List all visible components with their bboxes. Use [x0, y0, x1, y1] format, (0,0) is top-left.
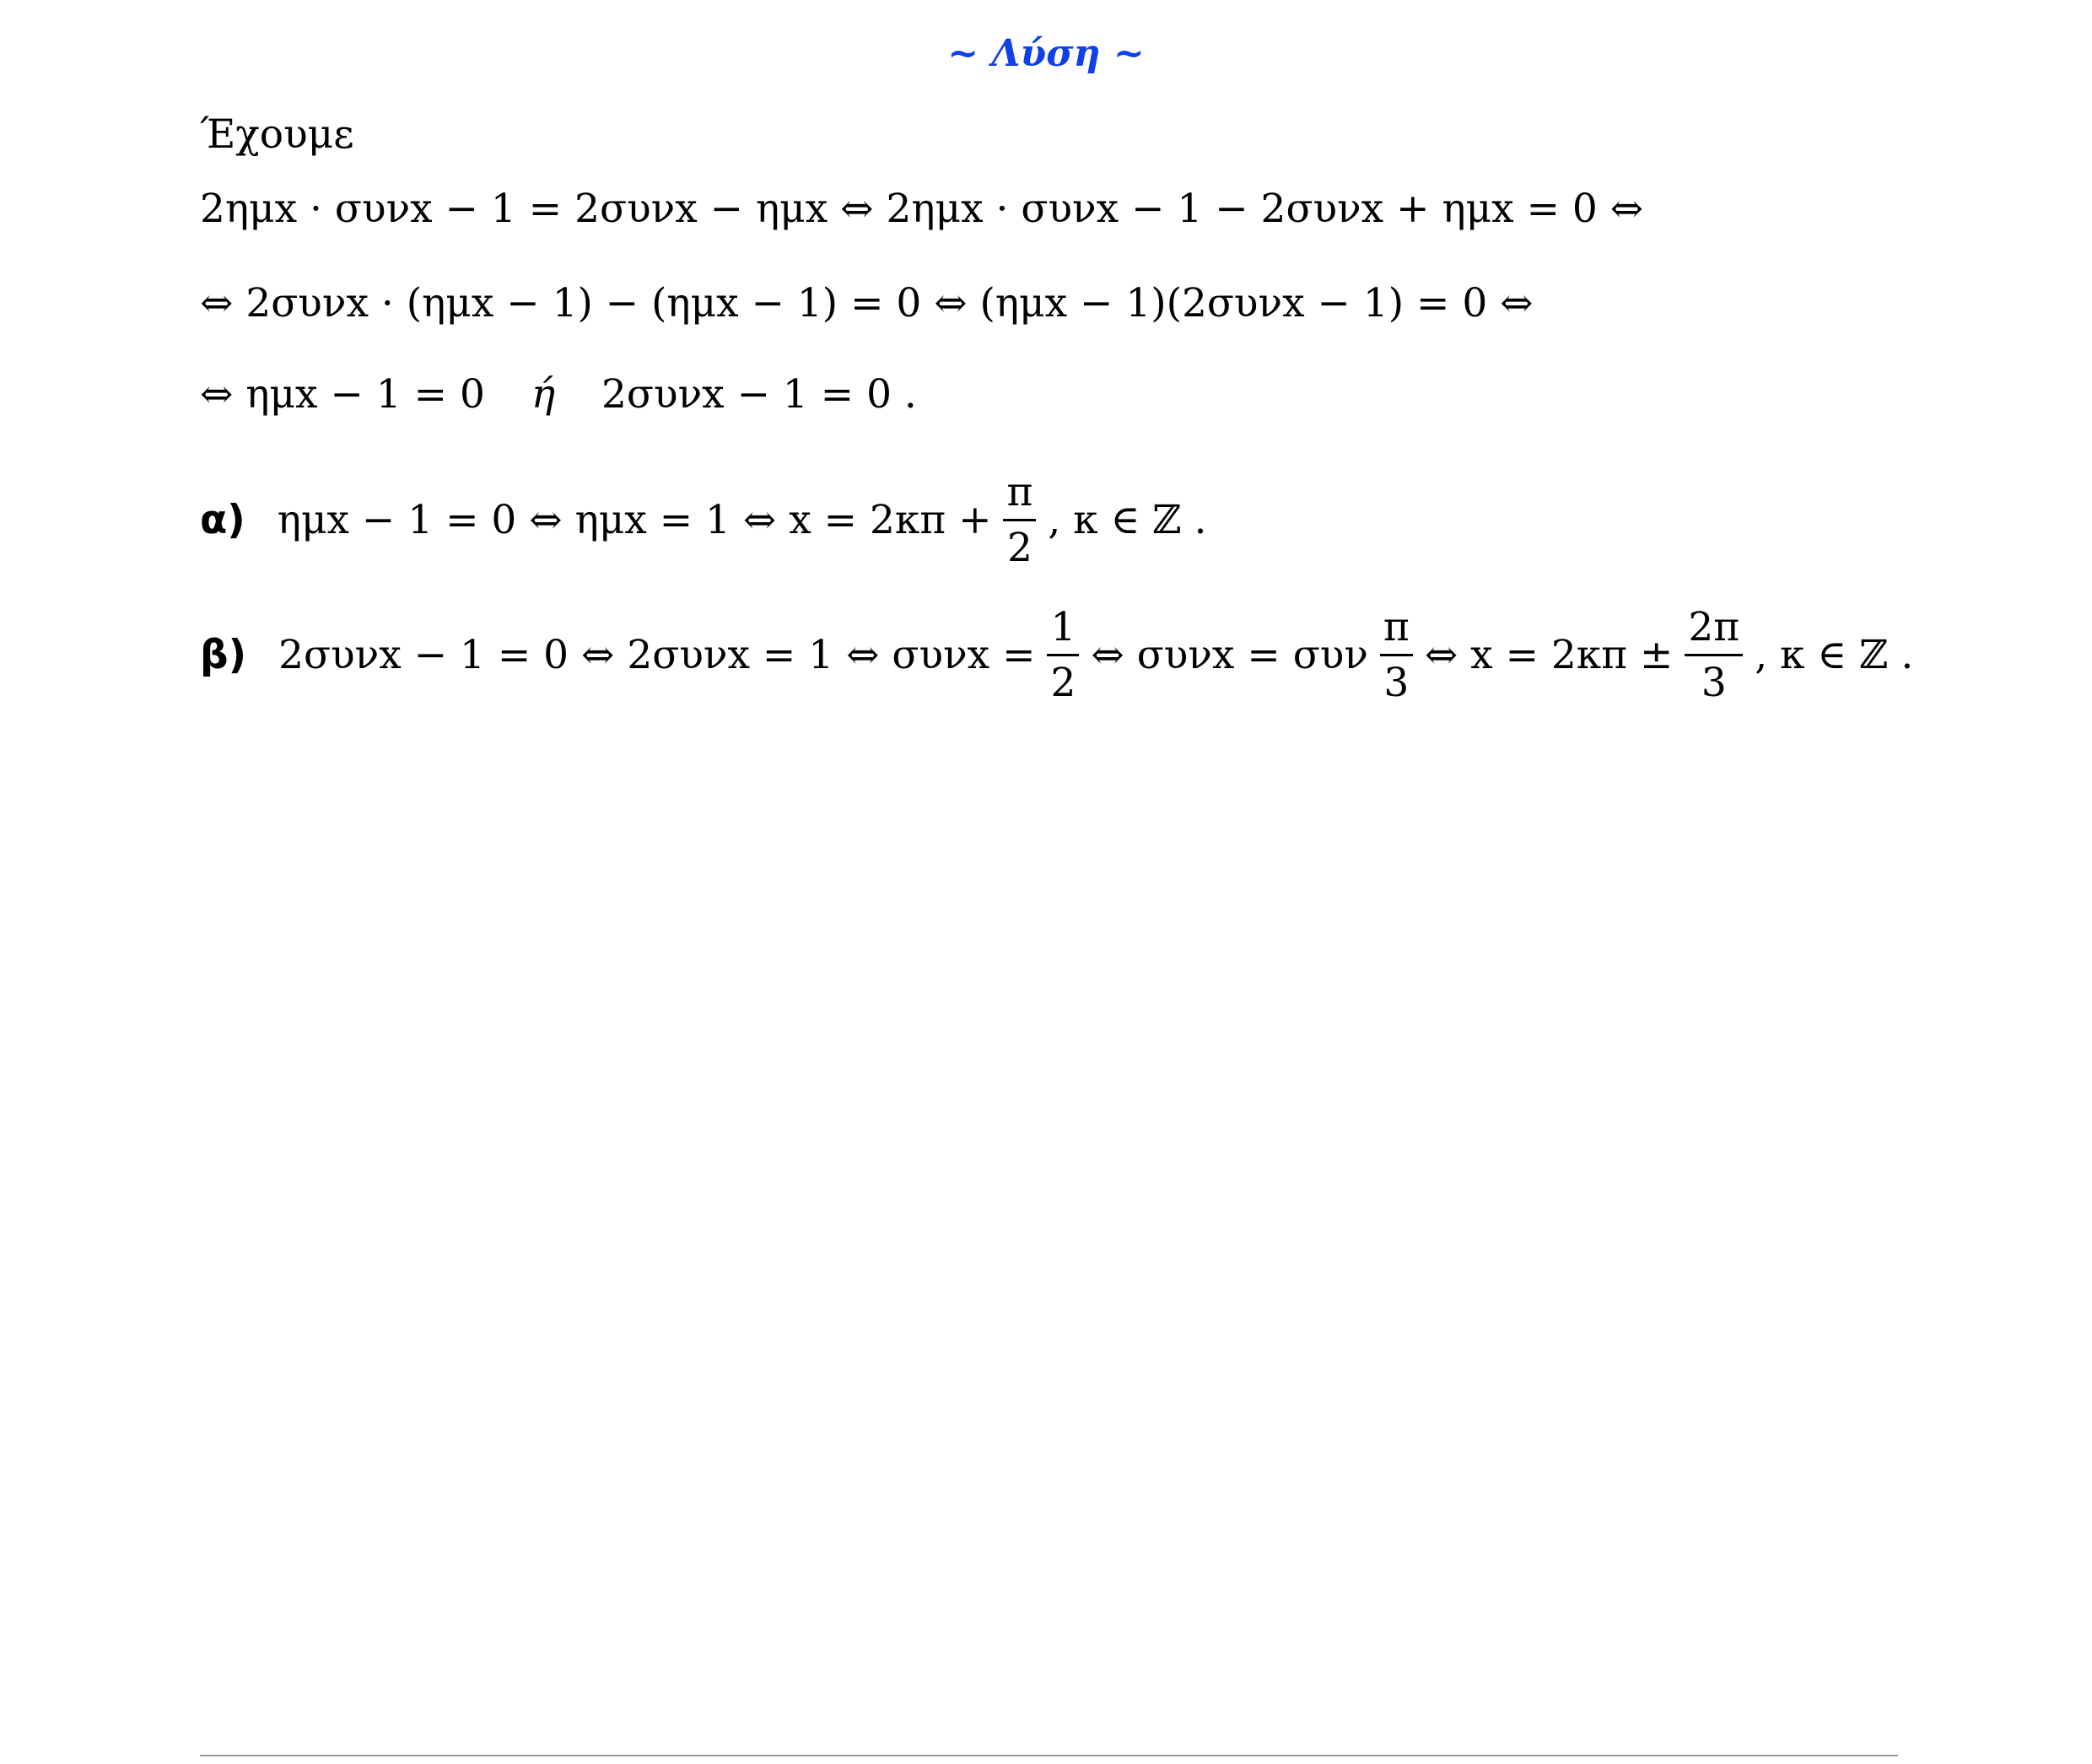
part-b-fraction-3 — [1685, 604, 1743, 706]
part-b-expression-3: ⇔ x = 2κπ ± — [1424, 631, 1674, 678]
equation-3-right: 2συνx − 1 = 0 . — [601, 371, 917, 418]
part-b-fraction-2 — [1380, 604, 1413, 706]
part-b-fraction-3-denominator: 3 — [1701, 660, 1727, 706]
part-b-fraction-1 — [1047, 604, 1079, 706]
equation-line-1: 2ημx · συνx − 1 = 2συνx − ημx ⇔ 2ημx · συνx − 1 − 2συνx + ημx = 0 ⇔ — [200, 186, 1644, 232]
part-a-tail: , κ ∈ ℤ . — [1048, 496, 1207, 543]
part-a-fraction-numerator: π — [1003, 472, 1036, 521]
equation-3-or: ή — [531, 371, 556, 418]
part-b-fraction-2-numerator: π — [1380, 607, 1413, 656]
part-b-label: β) — [200, 631, 247, 678]
part-b-fraction-1-numerator: 1 — [1047, 607, 1079, 656]
part-a-label: α) — [200, 496, 245, 543]
part-b — [200, 604, 1914, 706]
part-b-expression-2: ⇔ συνx = συν — [1091, 631, 1368, 678]
solution-title: ~ Λύση ~ — [947, 32, 1145, 75]
part-b-expression-1: 2συνx − 1 = 0 ⇔ 2συνx = 1 ⇔ συνx = — [278, 631, 1036, 678]
part-b-fraction-3-numerator: 2π — [1685, 607, 1743, 656]
part-a-expression: ημx − 1 = 0 ⇔ ημx = 1 ⇔ x = 2κπ + — [277, 496, 992, 543]
part-a — [200, 469, 1207, 571]
part-b-fraction-2-denominator: 3 — [1383, 660, 1410, 706]
intro-text: Έχουμε — [200, 111, 354, 158]
part-b-tail: , κ ∈ ℤ . — [1755, 631, 1914, 678]
part-a-fraction — [1003, 469, 1036, 571]
footer-divider — [200, 1755, 1898, 1756]
equation-line-2: ⇔ 2συνx · (ημx − 1) − (ημx − 1) = 0 ⇔ (ημx − 1)(2συνx − 1) = 0 ⇔ — [200, 280, 1534, 326]
part-b-fraction-1-denominator: 2 — [1050, 660, 1076, 706]
part-a-fraction-denominator: 2 — [1006, 525, 1033, 571]
equation-line-3 — [200, 370, 917, 420]
equation-3-left: ⇔ ημx − 1 = 0 — [200, 371, 485, 418]
